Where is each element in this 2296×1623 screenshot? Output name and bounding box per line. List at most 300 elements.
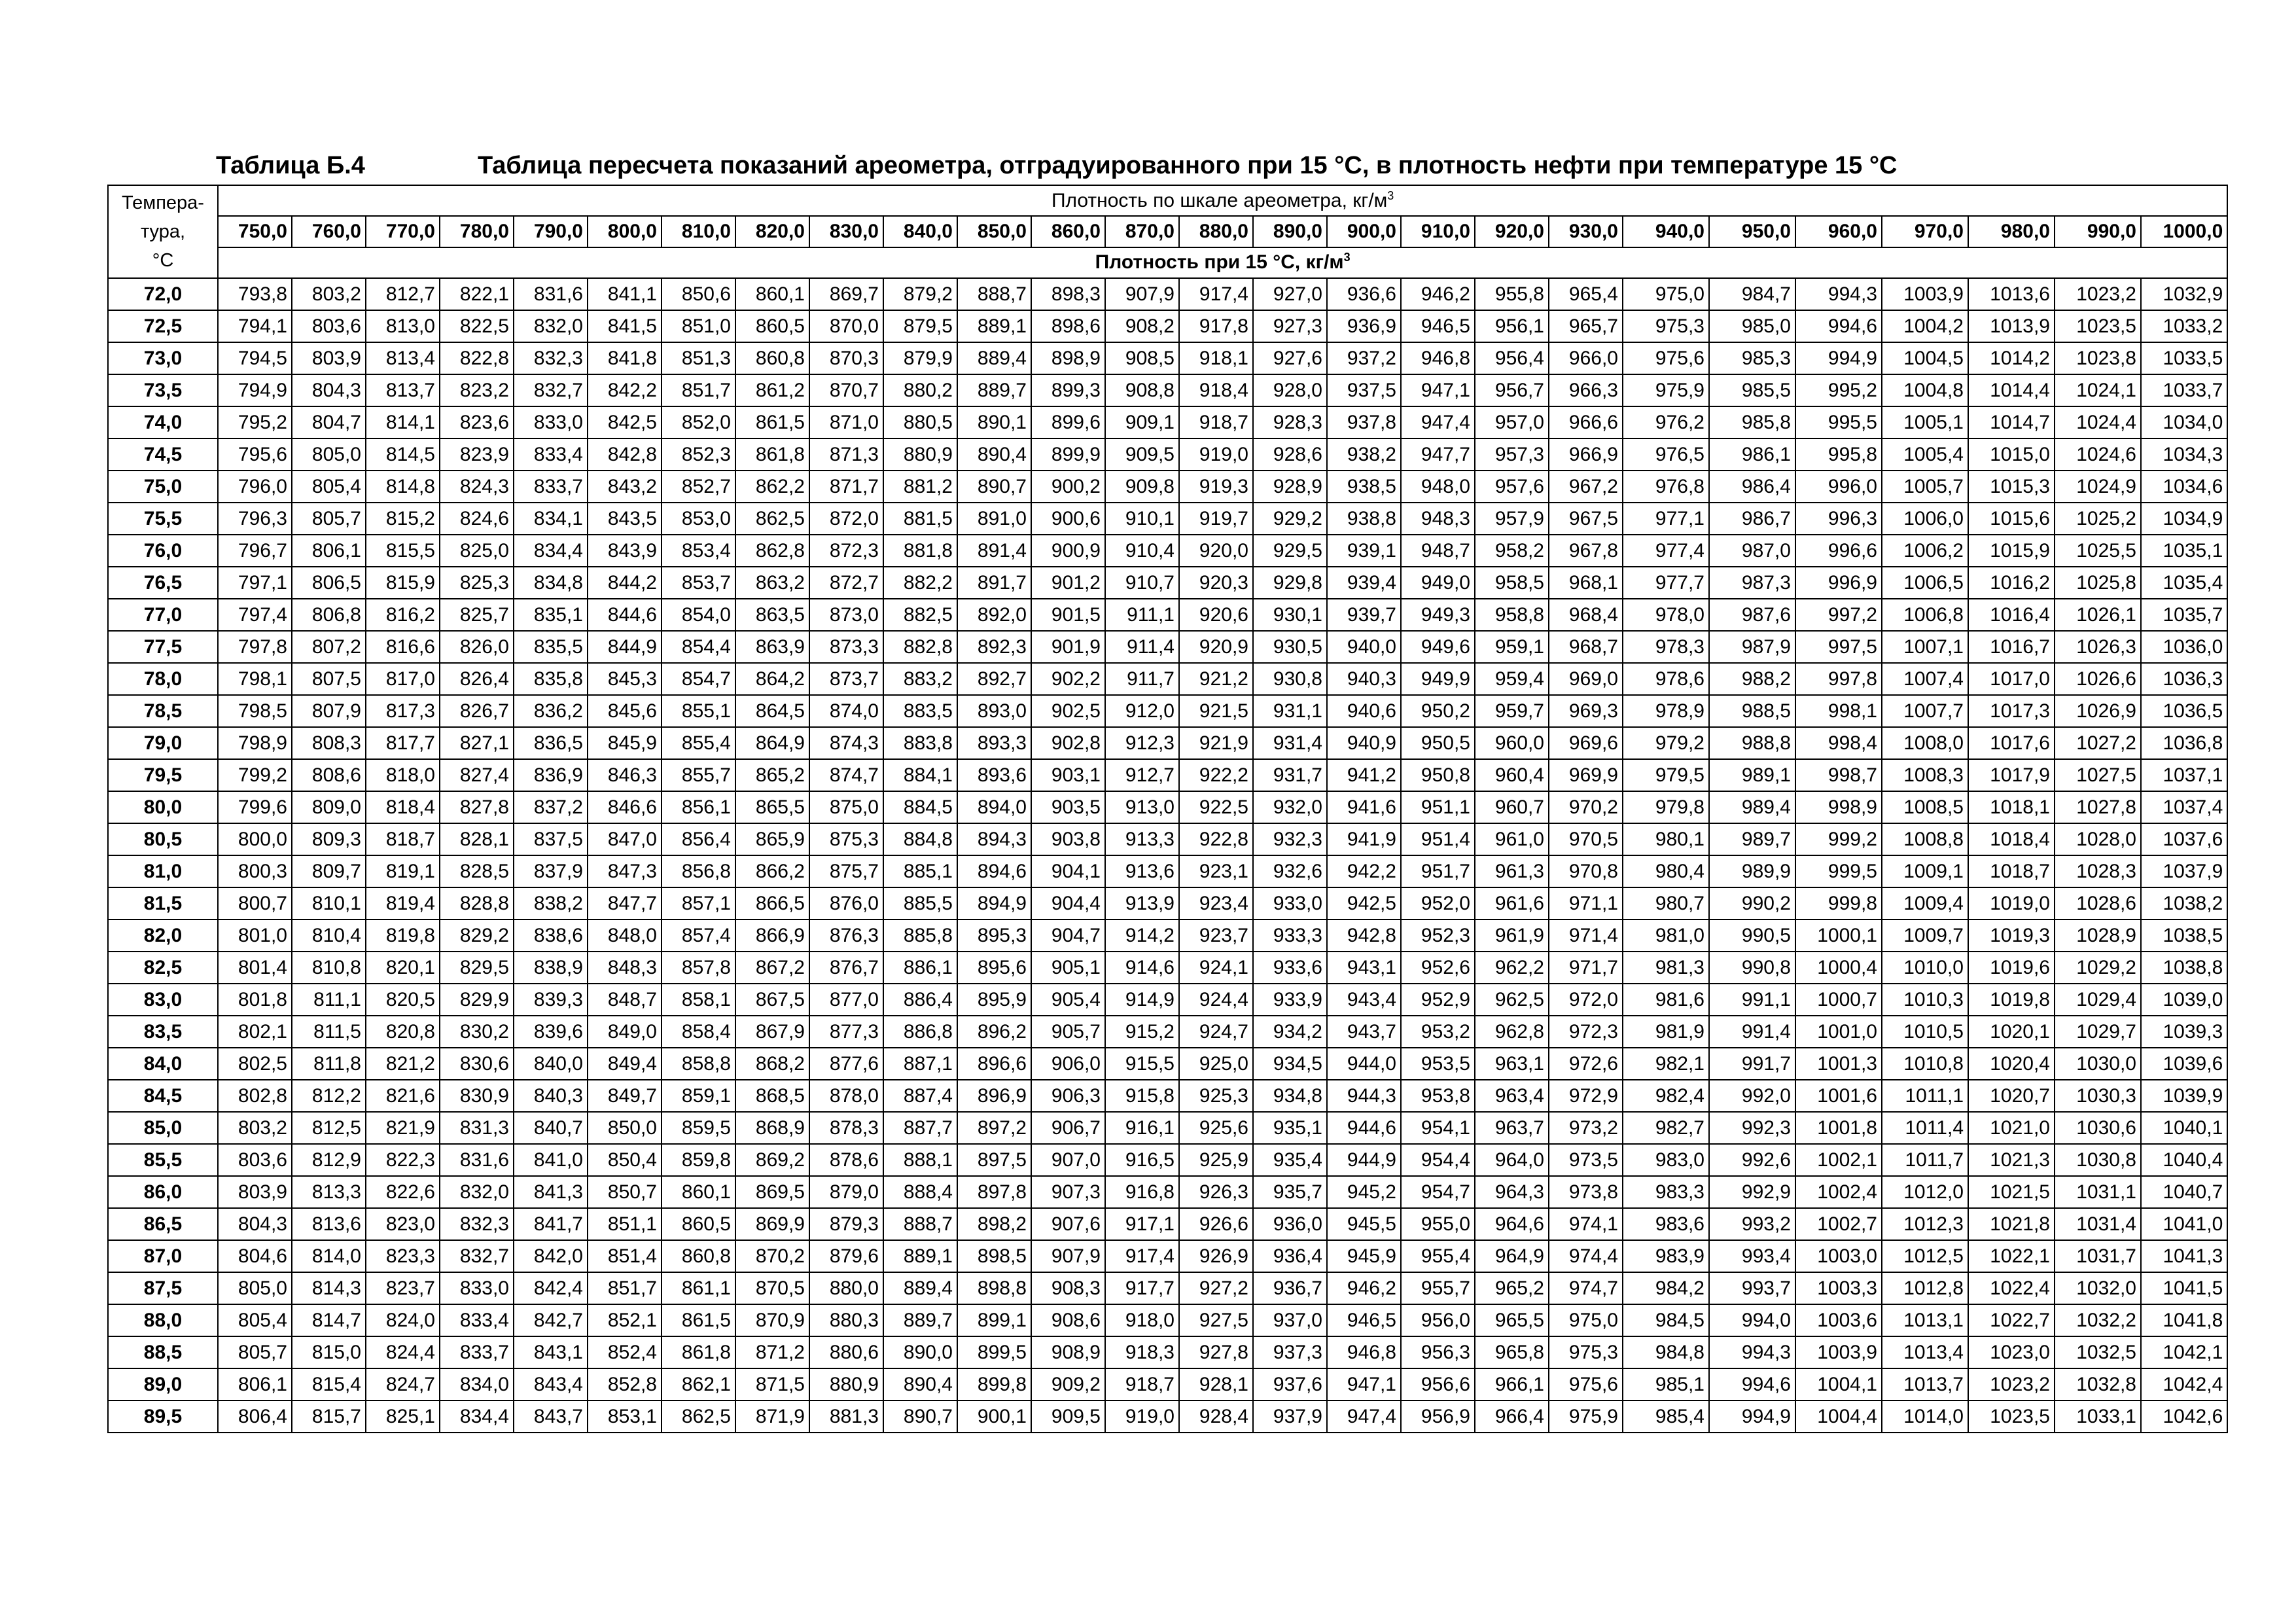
density-value-cell: 1023,0 [1968, 1336, 2055, 1368]
density-value-cell: 893,3 [957, 727, 1031, 759]
density-value-cell: 812,5 [292, 1112, 366, 1144]
density-value-cell: 956,0 [1401, 1304, 1475, 1336]
density-value-cell: 930,1 [1253, 599, 1327, 631]
density-value-cell: 975,3 [1623, 310, 1709, 342]
density-value-cell: 862,5 [662, 1400, 735, 1433]
density-value-cell: 1041,5 [2141, 1272, 2227, 1304]
density-value-cell: 802,8 [218, 1080, 292, 1112]
density-value-cell: 851,0 [662, 310, 735, 342]
density-value-cell: 849,0 [588, 1016, 662, 1048]
density-value-cell: 955,4 [1401, 1240, 1475, 1272]
density-value-cell: 1035,4 [2141, 567, 2227, 599]
temperature-cell: 73,0 [108, 342, 218, 374]
density-value-cell: 1024,1 [2055, 374, 2141, 406]
density-value-cell: 858,1 [662, 984, 735, 1016]
density-value-cell: 916,8 [1105, 1176, 1179, 1208]
density-value-cell: 919,0 [1179, 438, 1253, 471]
density-value-cell: 941,2 [1327, 759, 1401, 791]
density-value-cell: 804,6 [218, 1240, 292, 1272]
density-value-cell: 975,9 [1549, 1400, 1623, 1433]
density-value-cell: 952,3 [1401, 919, 1475, 952]
density-value-cell: 926,9 [1179, 1240, 1253, 1272]
density-value-cell: 883,8 [883, 727, 957, 759]
density-value-cell: 906,0 [1031, 1048, 1105, 1080]
density-value-cell: 814,1 [366, 406, 440, 438]
density-value-cell: 910,7 [1105, 567, 1179, 599]
density-value-cell: 842,0 [514, 1240, 588, 1272]
density-value-cell: 889,4 [883, 1272, 957, 1304]
density-header-cell: 910,0 [1401, 216, 1475, 247]
density-value-cell: 849,4 [588, 1048, 662, 1080]
density-value-cell: 1006,2 [1882, 535, 1968, 567]
density-value-cell: 883,2 [883, 663, 957, 695]
density-value-cell: 897,8 [957, 1176, 1031, 1208]
density-value-cell: 1031,7 [2055, 1240, 2141, 1272]
density-value-cell: 1037,6 [2141, 823, 2227, 855]
density-value-cell: 1029,2 [2055, 952, 2141, 984]
density-value-cell: 795,6 [218, 438, 292, 471]
density-value-cell: 799,6 [218, 791, 292, 823]
density-value-cell: 935,4 [1253, 1144, 1327, 1176]
density-value-cell: 825,1 [366, 1400, 440, 1433]
density-value-cell: 967,5 [1549, 503, 1623, 535]
density-value-cell: 903,8 [1031, 823, 1105, 855]
density-header-cell: 800,0 [588, 216, 662, 247]
density-value-cell: 880,0 [809, 1272, 883, 1304]
density-value-cell: 990,2 [1709, 887, 1795, 919]
density-value-cell: 1019,3 [1968, 919, 2055, 952]
density-value-cell: 913,9 [1105, 887, 1179, 919]
density-value-cell: 849,7 [588, 1080, 662, 1112]
density-value-cell: 873,7 [809, 663, 883, 695]
density-value-cell: 899,1 [957, 1304, 1031, 1336]
density-value-cell: 803,6 [218, 1144, 292, 1176]
density-header-cell: 980,0 [1968, 216, 2055, 247]
table-row [108, 791, 2227, 823]
temperature-header-line2: тура, [140, 221, 186, 242]
density-value-cell: 908,2 [1105, 310, 1179, 342]
density-value-cell: 888,7 [883, 1208, 957, 1240]
density-value-cell: 908,6 [1031, 1304, 1105, 1336]
density-value-cell: 862,2 [735, 471, 809, 503]
density-value-cell: 936,9 [1327, 310, 1401, 342]
density-value-cell: 940,6 [1327, 695, 1401, 727]
density-value-cell: 928,0 [1253, 374, 1327, 406]
density-value-cell: 896,9 [957, 1080, 1031, 1112]
density-value-cell: 933,0 [1253, 887, 1327, 919]
density-value-cell: 1003,3 [1795, 1272, 1882, 1304]
table-row [108, 1400, 2227, 1433]
density-value-cell: 1036,3 [2141, 663, 2227, 695]
density-value-cell: 823,6 [440, 406, 514, 438]
density-value-cell: 980,7 [1623, 887, 1709, 919]
density-value-cell: 946,2 [1327, 1272, 1401, 1304]
density-header-cell: 900,0 [1327, 216, 1401, 247]
temperature-cell: 83,5 [108, 1016, 218, 1048]
density-value-cell: 971,4 [1549, 919, 1623, 952]
density-value-cell: 965,5 [1475, 1304, 1549, 1336]
density-value-cell: 880,9 [883, 438, 957, 471]
density-value-cell: 897,2 [957, 1112, 1031, 1144]
density-value-cell: 942,8 [1327, 919, 1401, 952]
density-value-cell: 956,9 [1401, 1400, 1475, 1433]
density-value-cell: 796,3 [218, 503, 292, 535]
density-value-cell: 882,5 [883, 599, 957, 631]
density-value-cell: 969,0 [1549, 663, 1623, 695]
density-value-cell: 852,3 [662, 438, 735, 471]
density-value-cell: 1007,1 [1882, 631, 1968, 663]
temperature-cell: 88,0 [108, 1304, 218, 1336]
density-value-cell: 865,9 [735, 823, 809, 855]
density-value-cell: 894,0 [957, 791, 1031, 823]
density-value-cell: 1030,8 [2055, 1144, 2141, 1176]
header-row-scale [108, 185, 2227, 216]
density-value-cell: 948,7 [1401, 535, 1475, 567]
density-value-cell: 806,5 [292, 567, 366, 599]
density-value-cell: 807,5 [292, 663, 366, 695]
density-value-cell: 984,2 [1623, 1272, 1709, 1304]
density-value-cell: 865,2 [735, 759, 809, 791]
density-value-cell: 1033,1 [2055, 1400, 2141, 1433]
density-value-cell: 906,7 [1031, 1112, 1105, 1144]
density-value-cell: 973,5 [1549, 1144, 1623, 1176]
density-value-cell: 807,9 [292, 695, 366, 727]
density-value-cell: 924,1 [1179, 952, 1253, 984]
density-value-cell: 885,8 [883, 919, 957, 952]
density-value-cell: 829,9 [440, 984, 514, 1016]
density-header-cell: 890,0 [1253, 216, 1327, 247]
density-value-cell: 900,2 [1031, 471, 1105, 503]
density-value-cell: 1000,7 [1795, 984, 1882, 1016]
density-value-cell: 917,4 [1105, 1240, 1179, 1272]
density-value-cell: 898,3 [1031, 278, 1105, 310]
density-value-cell: 854,7 [662, 663, 735, 695]
density-value-cell: 932,0 [1253, 791, 1327, 823]
density-value-cell: 1034,9 [2141, 503, 2227, 535]
table-row [108, 1112, 2227, 1144]
density-value-cell: 949,3 [1401, 599, 1475, 631]
density-value-cell: 868,2 [735, 1048, 809, 1080]
density-value-cell: 938,8 [1327, 503, 1401, 535]
density-value-cell: 934,8 [1253, 1080, 1327, 1112]
density-value-cell: 915,8 [1105, 1080, 1179, 1112]
density-value-cell: 921,2 [1179, 663, 1253, 695]
density-value-cell: 880,6 [809, 1336, 883, 1368]
density-value-cell: 823,2 [440, 374, 514, 406]
density-value-cell: 1002,4 [1795, 1176, 1882, 1208]
density-value-cell: 949,0 [1401, 567, 1475, 599]
density-value-cell: 994,9 [1795, 342, 1882, 374]
density-value-cell: 1030,3 [2055, 1080, 2141, 1112]
density-value-cell: 896,6 [957, 1048, 1031, 1080]
density-value-cell: 975,0 [1549, 1304, 1623, 1336]
density-value-cell: 853,4 [662, 535, 735, 567]
density-value-cell: 908,3 [1031, 1272, 1105, 1304]
density-value-cell: 795,2 [218, 406, 292, 438]
temperature-header-line1: Темпера- [122, 192, 204, 213]
density-value-cell: 861,5 [735, 406, 809, 438]
density-value-cell: 994,3 [1709, 1336, 1795, 1368]
density-value-cell: 1015,0 [1968, 438, 2055, 471]
density-value-cell: 860,8 [735, 342, 809, 374]
density-value-cell: 944,9 [1327, 1144, 1401, 1176]
density-value-cell: 889,7 [883, 1304, 957, 1336]
density-value-cell: 926,3 [1179, 1176, 1253, 1208]
density-value-cell: 824,3 [440, 471, 514, 503]
density-header-cell: 810,0 [662, 216, 735, 247]
density-value-cell: 871,0 [809, 406, 883, 438]
density-value-cell: 942,2 [1327, 855, 1401, 887]
density-value-cell: 987,3 [1709, 567, 1795, 599]
density-value-cell: 909,2 [1031, 1368, 1105, 1400]
density-value-cell: 994,0 [1709, 1304, 1795, 1336]
density-value-cell: 831,6 [514, 278, 588, 310]
density-value-cell: 1012,8 [1882, 1272, 1968, 1304]
density-value-cell: 978,3 [1623, 631, 1709, 663]
density-value-cell: 1007,7 [1882, 695, 1968, 727]
density-value-cell: 976,8 [1623, 471, 1709, 503]
density-value-cell: 907,0 [1031, 1144, 1105, 1176]
temperature-cell: 74,5 [108, 438, 218, 471]
density-value-cell: 908,9 [1031, 1336, 1105, 1368]
density-value-cell: 915,2 [1105, 1016, 1179, 1048]
density-value-cell: 925,3 [1179, 1080, 1253, 1112]
density-value-cell: 955,8 [1475, 278, 1549, 310]
density-value-cell: 1022,7 [1968, 1304, 2055, 1336]
density-value-cell: 934,2 [1253, 1016, 1327, 1048]
temperature-cell: 89,5 [108, 1400, 218, 1433]
density-value-cell: 994,9 [1709, 1400, 1795, 1433]
density-value-cell: 806,1 [218, 1368, 292, 1400]
density-header-cell: 840,0 [883, 216, 957, 247]
density-value-cell: 969,6 [1549, 727, 1623, 759]
density-value-cell: 834,8 [514, 567, 588, 599]
density-value-cell: 817,0 [366, 663, 440, 695]
density-value-cell: 867,2 [735, 952, 809, 984]
density-value-cell: 898,6 [1031, 310, 1105, 342]
density-value-cell: 835,1 [514, 599, 588, 631]
density-value-cell: 809,3 [292, 823, 366, 855]
density-value-cell: 974,7 [1549, 1272, 1623, 1304]
density-value-cell: 958,5 [1475, 567, 1549, 599]
density-value-cell: 936,4 [1253, 1240, 1327, 1272]
density-value-cell: 1006,0 [1882, 503, 1968, 535]
density-value-cell: 1018,4 [1968, 823, 2055, 855]
density-value-cell: 1021,8 [1968, 1208, 2055, 1240]
temperature-cell: 75,0 [108, 471, 218, 503]
density-value-cell: 969,9 [1549, 759, 1623, 791]
density-value-cell: 856,1 [662, 791, 735, 823]
temperature-cell: 83,0 [108, 984, 218, 1016]
density-value-cell: 842,5 [588, 406, 662, 438]
density-value-cell: 817,7 [366, 727, 440, 759]
density-value-cell: 1023,5 [1968, 1400, 2055, 1433]
density-value-cell: 859,5 [662, 1112, 735, 1144]
density-value-cell: 956,1 [1475, 310, 1549, 342]
density-value-cell: 1025,8 [2055, 567, 2141, 599]
density-value-cell: 952,6 [1401, 952, 1475, 984]
density-value-cell: 948,0 [1401, 471, 1475, 503]
density-value-cell: 870,7 [809, 374, 883, 406]
density-value-cell: 983,6 [1623, 1208, 1709, 1240]
table-title [216, 148, 2212, 185]
density-value-cell: 835,5 [514, 631, 588, 663]
density-value-cell: 945,2 [1327, 1176, 1401, 1208]
density-value-cell: 817,3 [366, 695, 440, 727]
table-row [108, 631, 2227, 663]
table-row [108, 1240, 2227, 1272]
density-value-cell: 1006,8 [1882, 599, 1968, 631]
density-value-cell: 912,0 [1105, 695, 1179, 727]
density-value-cell: 824,7 [366, 1368, 440, 1400]
density-value-cell: 1037,9 [2141, 855, 2227, 887]
density-value-cell: 836,2 [514, 695, 588, 727]
density-value-cell: 901,5 [1031, 599, 1105, 631]
density-value-cell: 1000,4 [1795, 952, 1882, 984]
density-value-cell: 877,0 [809, 984, 883, 1016]
density-header-cell: 760,0 [292, 216, 366, 247]
density-value-cell: 976,5 [1623, 438, 1709, 471]
density-value-cell: 911,4 [1105, 631, 1179, 663]
density-value-cell: 944,3 [1327, 1080, 1401, 1112]
density-value-cell: 1009,1 [1882, 855, 1968, 887]
density-value-cell: 851,7 [588, 1272, 662, 1304]
density-value-cell: 855,1 [662, 695, 735, 727]
temperature-cell: 72,5 [108, 310, 218, 342]
density-value-cell: 850,7 [588, 1176, 662, 1208]
density-value-cell: 843,4 [514, 1368, 588, 1400]
density-value-cell: 1023,5 [2055, 310, 2141, 342]
density-value-cell: 993,7 [1709, 1272, 1795, 1304]
density-value-cell: 909,1 [1105, 406, 1179, 438]
density-value-cell: 979,5 [1623, 759, 1709, 791]
density-value-cell: 851,1 [588, 1208, 662, 1240]
density-value-cell: 858,8 [662, 1048, 735, 1080]
density-value-cell: 924,7 [1179, 1016, 1253, 1048]
temperature-cell: 74,0 [108, 406, 218, 438]
density-value-cell: 997,5 [1795, 631, 1882, 663]
density-value-cell: 943,4 [1327, 984, 1401, 1016]
density-value-cell: 890,4 [883, 1368, 957, 1400]
density-value-cell: 1041,0 [2141, 1208, 2227, 1240]
temperature-cell: 72,0 [108, 278, 218, 310]
density-value-cell: 949,9 [1401, 663, 1475, 695]
density-value-cell: 1030,0 [2055, 1048, 2141, 1080]
density-value-cell: 1042,1 [2141, 1336, 2227, 1368]
density-value-cell: 904,4 [1031, 887, 1105, 919]
density-value-cell: 948,3 [1401, 503, 1475, 535]
density-value-cell: 901,9 [1031, 631, 1105, 663]
density-value-cell: 970,8 [1549, 855, 1623, 887]
density-value-cell: 872,3 [809, 535, 883, 567]
density-value-cell: 957,0 [1475, 406, 1549, 438]
density-value-cell: 976,2 [1623, 406, 1709, 438]
density-value-cell: 892,7 [957, 663, 1031, 695]
density-value-cell: 1039,0 [2141, 984, 2227, 1016]
density-value-cell: 1020,1 [1968, 1016, 2055, 1048]
density-value-cell: 814,8 [366, 471, 440, 503]
density-value-cell: 890,7 [883, 1400, 957, 1433]
density-value-cell: 867,5 [735, 984, 809, 1016]
density-value-cell: 1041,3 [2141, 1240, 2227, 1272]
density-value-cell: 832,7 [440, 1240, 514, 1272]
density-value-cell: 1029,4 [2055, 984, 2141, 1016]
density-value-cell: 850,0 [588, 1112, 662, 1144]
density-value-cell: 828,1 [440, 823, 514, 855]
density-value-cell: 985,1 [1623, 1368, 1709, 1400]
density-value-cell: 915,5 [1105, 1048, 1179, 1080]
density-value-cell: 994,3 [1795, 278, 1882, 310]
density-value-cell: 990,8 [1709, 952, 1795, 984]
density-value-cell: 851,3 [662, 342, 735, 374]
density-value-cell: 1032,8 [2055, 1368, 2141, 1400]
table-row [108, 1208, 2227, 1240]
density-value-cell: 826,4 [440, 663, 514, 695]
density-value-cell: 832,7 [514, 374, 588, 406]
density-value-cell: 857,1 [662, 887, 735, 919]
density-header-cell: 820,0 [735, 216, 809, 247]
table-row [108, 887, 2227, 919]
density-value-cell: 844,6 [588, 599, 662, 631]
density-value-cell: 965,8 [1475, 1336, 1549, 1368]
density-value-cell: 946,2 [1401, 278, 1475, 310]
temperature-cell: 77,0 [108, 599, 218, 631]
density-value-cell: 880,3 [809, 1304, 883, 1336]
density-value-cell: 908,8 [1105, 374, 1179, 406]
density-value-cell: 850,6 [662, 278, 735, 310]
density-value-cell: 1010,8 [1882, 1048, 1968, 1080]
density-value-cell: 975,3 [1549, 1336, 1623, 1368]
density-value-cell: 832,3 [514, 342, 588, 374]
density-value-cell: 959,1 [1475, 631, 1549, 663]
density-header-cell: 750,0 [218, 216, 292, 247]
density-value-cell: 809,7 [292, 855, 366, 887]
density-value-cell: 1042,6 [2141, 1400, 2227, 1433]
density-value-cell: 1019,6 [1968, 952, 2055, 984]
density-value-cell: 880,2 [883, 374, 957, 406]
density-value-cell: 1010,0 [1882, 952, 1968, 984]
density-value-cell: 879,3 [809, 1208, 883, 1240]
density-value-cell: 972,3 [1549, 1016, 1623, 1048]
density-value-cell: 843,2 [588, 471, 662, 503]
temperature-cell: 76,5 [108, 567, 218, 599]
density-value-cell: 828,5 [440, 855, 514, 887]
density-value-cell: 824,4 [366, 1336, 440, 1368]
density-value-cell: 1023,2 [1968, 1368, 2055, 1400]
density-value-cell: 830,9 [440, 1080, 514, 1112]
density-value-cell: 1003,9 [1795, 1336, 1882, 1368]
density-value-cell: 965,7 [1549, 310, 1623, 342]
table-row [108, 374, 2227, 406]
density-value-cell: 823,7 [366, 1272, 440, 1304]
density-value-cell: 930,8 [1253, 663, 1327, 695]
density-value-cell: 995,5 [1795, 406, 1882, 438]
density-value-cell: 838,9 [514, 952, 588, 984]
density-value-cell: 894,3 [957, 823, 1031, 855]
density-value-cell: 960,0 [1475, 727, 1549, 759]
density-value-cell: 858,4 [662, 1016, 735, 1048]
density-value-cell: 973,2 [1549, 1112, 1623, 1144]
density-value-cell: 1017,9 [1968, 759, 2055, 791]
density-value-cell: 803,2 [218, 1112, 292, 1144]
density-value-cell: 989,9 [1709, 855, 1795, 887]
density-value-cell: 1008,5 [1882, 791, 1968, 823]
density-value-cell: 966,9 [1549, 438, 1623, 471]
density-value-cell: 981,6 [1623, 984, 1709, 1016]
density-value-cell: 970,5 [1549, 823, 1623, 855]
density-value-cell: 880,9 [809, 1368, 883, 1400]
density-value-cell: 803,6 [292, 310, 366, 342]
